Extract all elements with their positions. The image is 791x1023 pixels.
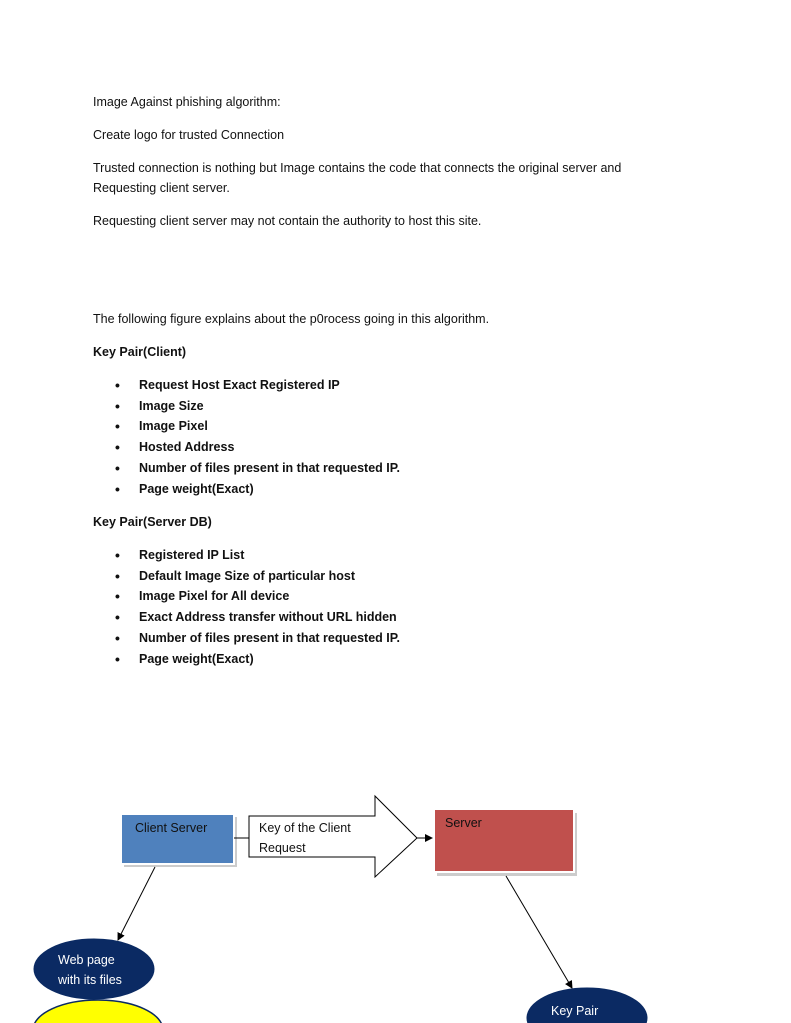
list-item: • Number of files present in that requested IP. bbox=[115, 628, 675, 649]
intro-line-authority: Requesting client server may not contain the authority to host this site. bbox=[93, 214, 482, 228]
intro-line-trusted-connection-part1: Trusted connection is nothing but Image contains the code that connects the original server and bbox=[93, 161, 622, 175]
list-item: • Page weight(Exact) bbox=[115, 649, 675, 670]
list-item: • Image Pixel for All device bbox=[115, 586, 675, 607]
webpage-label-line1: Web page bbox=[58, 953, 115, 967]
list-item: • Exact Address transfer without URL hidden bbox=[115, 607, 675, 628]
list-item: • Hosted Address bbox=[115, 437, 675, 458]
keypair-label: Key Pair bbox=[551, 1004, 599, 1018]
server-label: Server bbox=[445, 816, 482, 830]
client-keys-list bbox=[115, 375, 675, 499]
intro-line-trusted-connection bbox=[93, 158, 693, 198]
process-diagram bbox=[0, 780, 791, 1023]
list-item: • Registered IP List bbox=[115, 545, 675, 566]
arrow-label-request: Request bbox=[259, 841, 306, 855]
webpage-label-line2: with its files bbox=[58, 973, 122, 987]
list-item: • Page weight(Exact) bbox=[115, 479, 675, 500]
yellow-ellipse bbox=[33, 1000, 163, 1023]
client-keys-heading: Key Pair(Client) bbox=[93, 345, 187, 359]
client-to-webpage-arrow bbox=[118, 867, 155, 940]
list-item: • Request Host Exact Registered IP bbox=[115, 375, 675, 396]
list-item: • Number of files present in that requested IP. bbox=[115, 458, 675, 479]
list-item: • Image Pixel bbox=[115, 416, 675, 437]
server-keys-list bbox=[115, 545, 675, 669]
arrow-label-key: Key of the Client bbox=[259, 821, 351, 835]
server-keys-heading: Key Pair(Server DB) bbox=[93, 515, 212, 529]
figure-intro: The following figure explains about the p0rocess going in this algorithm. bbox=[93, 312, 490, 326]
algorithm-title: Image Against phishing algorithm: bbox=[93, 95, 281, 109]
list-item: • Default Image Size of particular host bbox=[115, 566, 675, 587]
server-to-keypair-arrow bbox=[506, 876, 572, 988]
list-item: • Image Size bbox=[115, 396, 675, 417]
client-server-label: Client Server bbox=[135, 821, 208, 835]
intro-line-trusted-connection-part2: Requesting client server. bbox=[93, 181, 230, 195]
intro-line-logo: Create logo for trusted Connection bbox=[93, 128, 285, 142]
